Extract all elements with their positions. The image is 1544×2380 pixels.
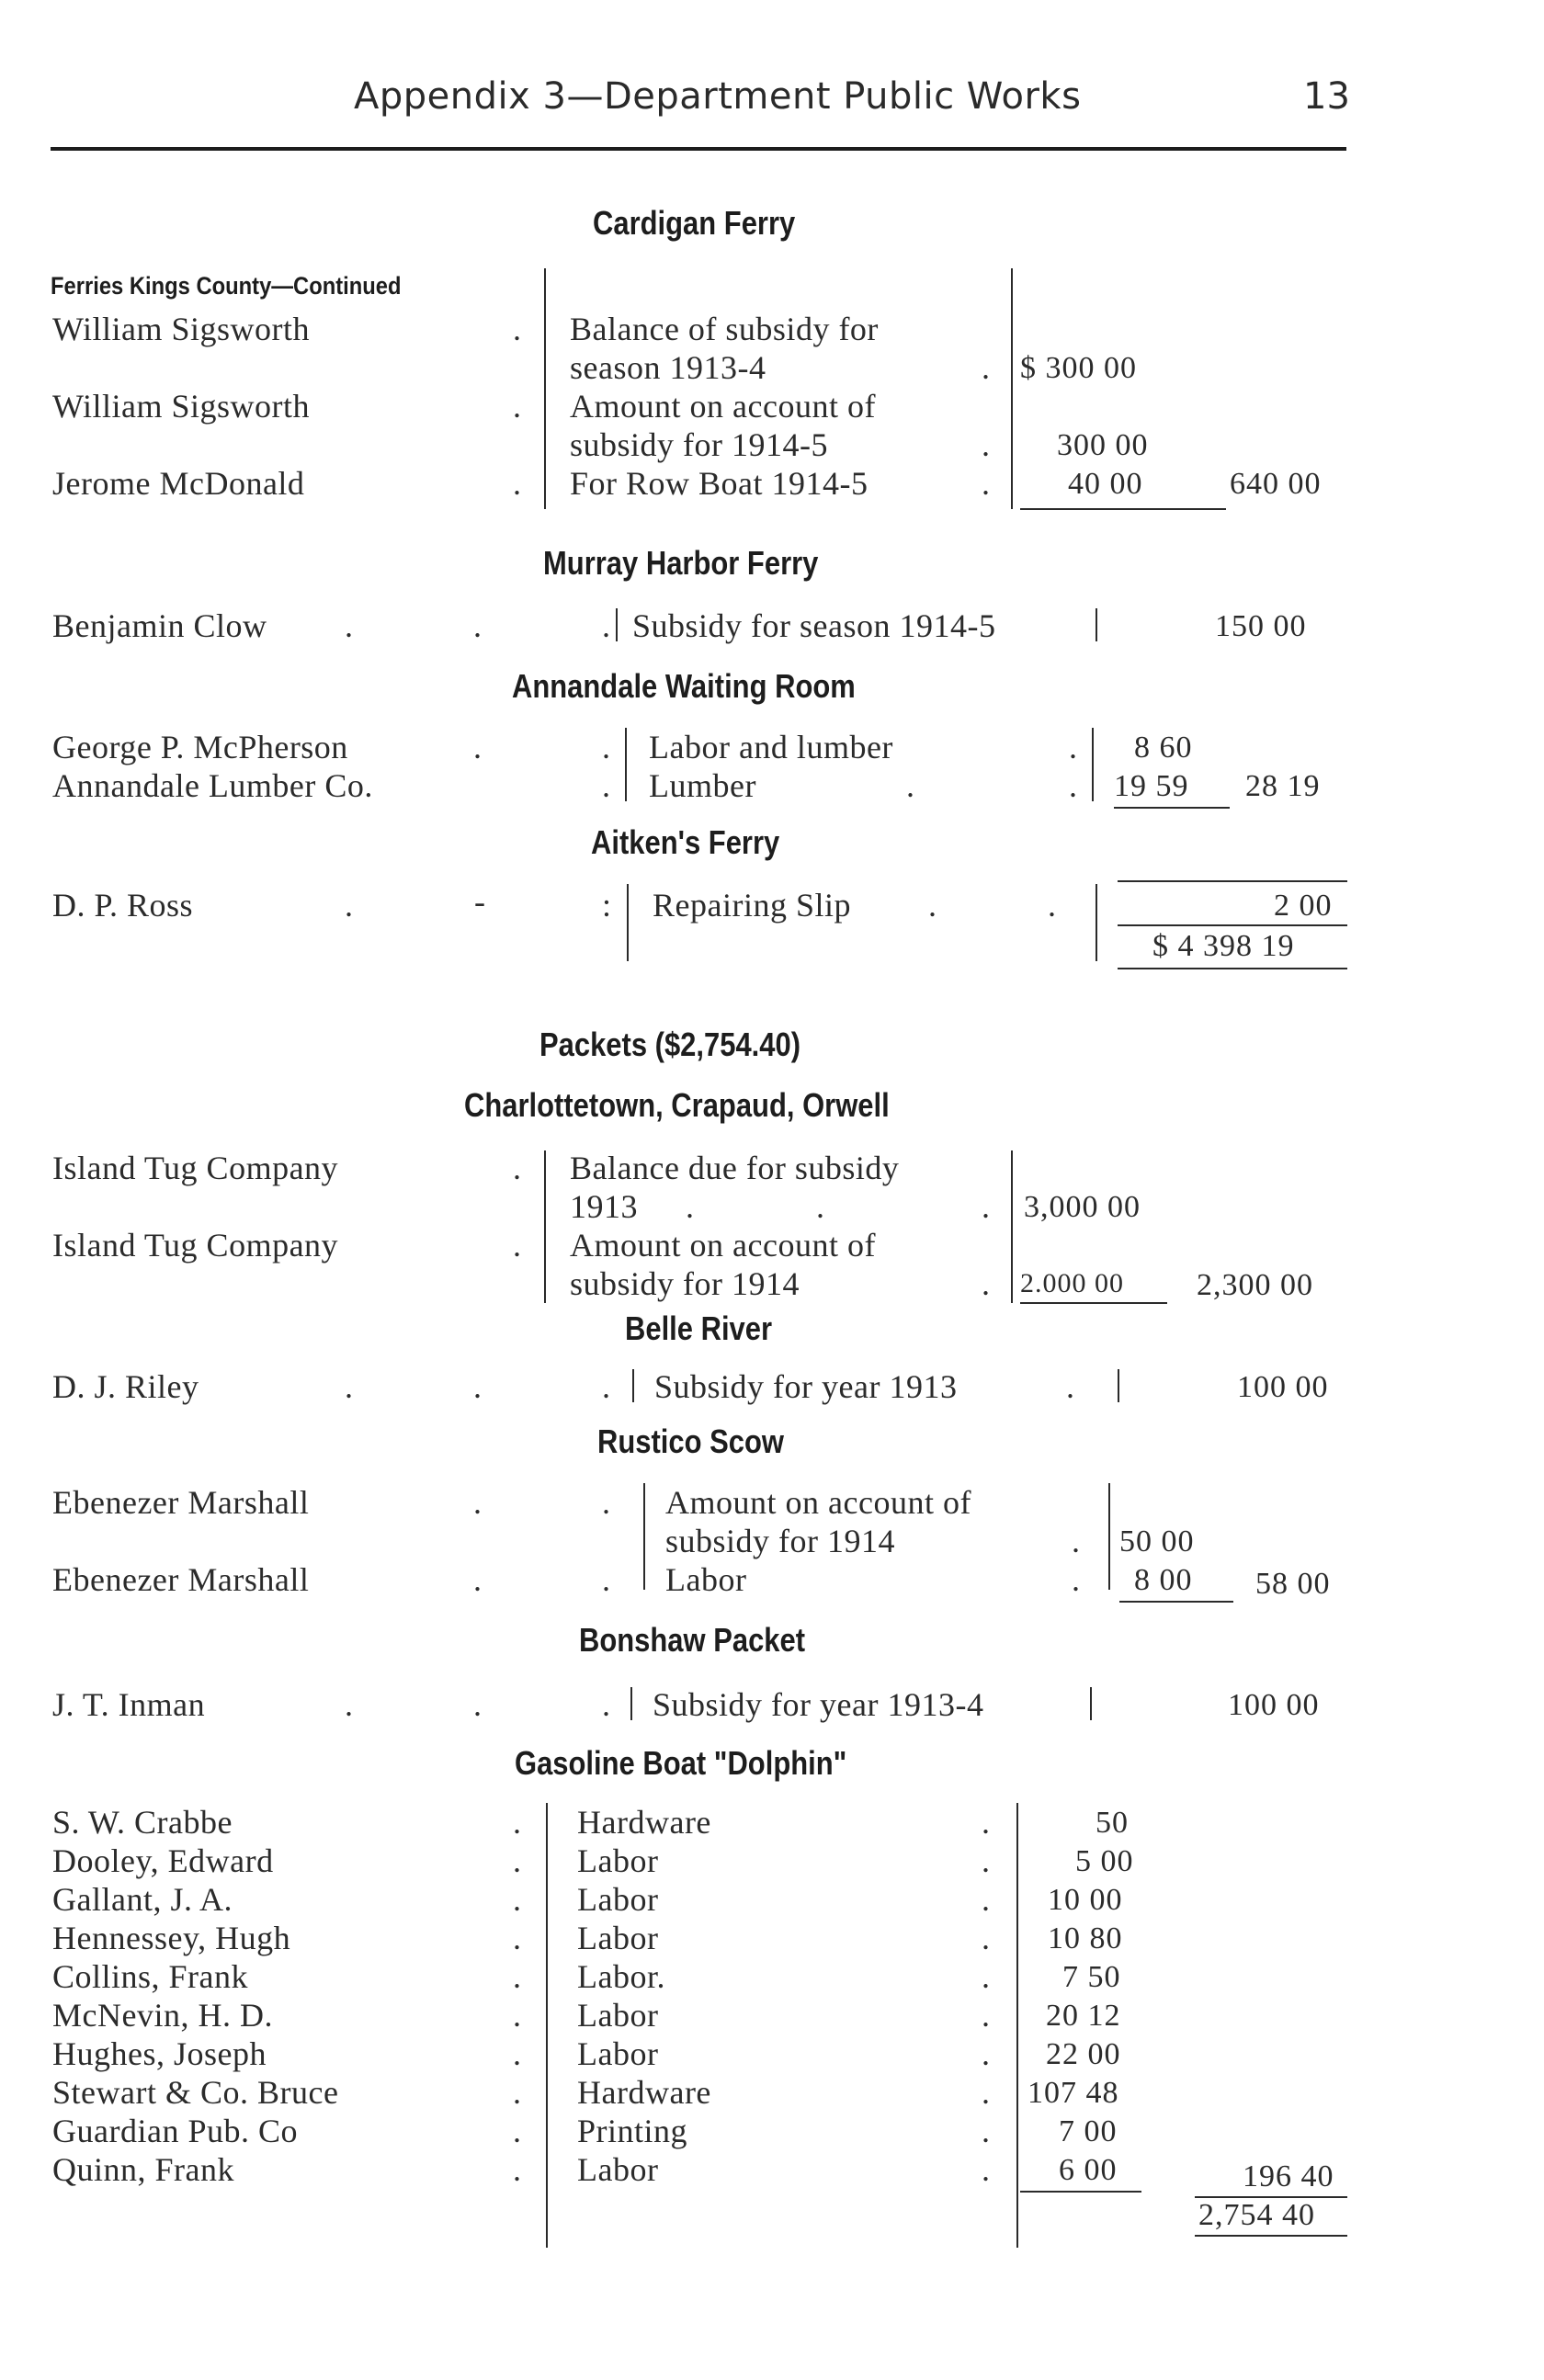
item-amount: 50 00 xyxy=(1119,1524,1195,1558)
column-rule xyxy=(627,884,629,961)
payee-name: Ebenezer Marshall xyxy=(52,1484,310,1521)
payee-name: D. P. Ross xyxy=(52,887,194,924)
item-amount: 8 60 xyxy=(1134,731,1193,765)
payee-name: Hennessey, Hugh xyxy=(52,1920,291,1956)
column-rule xyxy=(544,1150,546,1303)
item-description: Lumber xyxy=(649,767,756,804)
item-description: Labor xyxy=(577,1881,659,1918)
item-description: Balance of subsidy for xyxy=(570,311,879,347)
item-description: Labor xyxy=(665,1561,747,1598)
item-description: Labor xyxy=(577,2035,659,2072)
item-amount: 10 80 xyxy=(1048,1921,1123,1955)
item-description: subsidy for 1914-5 xyxy=(570,426,828,463)
column-rule xyxy=(643,1483,645,1590)
item-description: Labor xyxy=(577,1842,659,1879)
running-header xyxy=(0,75,1544,130)
item-description: 1913 xyxy=(570,1188,638,1225)
sum-rule xyxy=(1020,1302,1167,1304)
section-total: 640 00 xyxy=(1230,467,1322,501)
item-description: season 1913-4 xyxy=(570,349,766,386)
payee-name: Jerome McDonald xyxy=(52,465,305,502)
item-description: Hardware xyxy=(577,1804,711,1841)
section-heading-murray-harbor: Murray Harbor Ferry xyxy=(543,544,819,582)
section-heading-aitkens-ferry: Aitken's Ferry xyxy=(591,823,780,861)
sum-rule xyxy=(1020,508,1226,510)
item-description: Balance due for subsidy xyxy=(570,1150,900,1186)
column-rule xyxy=(544,268,546,509)
item-description: subsidy for 1914 xyxy=(570,1265,800,1302)
item-description: Amount on account of xyxy=(570,388,876,425)
section-total: 150 00 xyxy=(1215,609,1307,643)
payee-name: Hughes, Joseph xyxy=(52,2035,267,2072)
column-rule xyxy=(1011,1150,1013,1303)
section-heading-packets: Packets ($2,754.40) xyxy=(539,1026,801,1063)
item-amount: 6 00 xyxy=(1059,2153,1118,2187)
column-rule xyxy=(1090,1687,1092,1720)
column-rule xyxy=(630,1687,632,1720)
column-rule xyxy=(1016,1803,1018,2248)
section-heading-bonshaw-packet: Bonshaw Packet xyxy=(579,1621,806,1659)
item-description: Printing xyxy=(577,2113,688,2149)
item-amount: 10 00 xyxy=(1048,1883,1123,1917)
column-rule xyxy=(546,1803,548,2248)
section-heading-annandale: Annandale Waiting Room xyxy=(512,667,856,705)
ferries-grand-total: $ 4 398 19 xyxy=(1152,929,1295,963)
page-number: 13 xyxy=(1303,75,1350,118)
running-header-title: Appendix 3—Department Public Works xyxy=(354,75,1082,118)
payee-name: J. T. Inman xyxy=(52,1686,206,1723)
payee-name: Collins, Frank xyxy=(52,1958,249,1995)
item-description: Subsidy for season 1914-5 xyxy=(632,607,996,644)
sum-rule xyxy=(1114,807,1230,809)
column-rule xyxy=(1108,1483,1110,1590)
sum-rule xyxy=(1118,968,1347,969)
payee-name: Guardian Pub. Co xyxy=(52,2113,298,2149)
sum-rule xyxy=(1020,2191,1141,2193)
section-heading-gasoline-boat-dolphin: Gasoline Boat "Dolphin" xyxy=(515,1744,847,1782)
payee-name: Ebenezer Marshall xyxy=(52,1561,310,1598)
payee-name: S. W. Crabbe xyxy=(52,1804,233,1841)
item-amount: 3,000 00 xyxy=(1024,1190,1141,1224)
item-amount: 107 48 xyxy=(1027,2076,1119,2110)
item-amount: 8 00 xyxy=(1134,1563,1193,1597)
item-description: subsidy for 1914 xyxy=(665,1523,895,1559)
item-description: For Row Boat 1914-5 xyxy=(570,465,868,502)
sum-rule xyxy=(1119,1601,1233,1603)
item-description: Repairing Slip xyxy=(653,887,851,924)
column-rule xyxy=(1011,268,1013,509)
payee-name: Island Tug Company xyxy=(52,1227,339,1264)
column-rule xyxy=(616,608,618,641)
item-amount: 50 xyxy=(1096,1806,1129,1840)
section-total: 2,300 00 xyxy=(1197,1268,1313,1302)
payee-name: Annandale Lumber Co. xyxy=(52,767,373,804)
item-amount: 2.000 00 xyxy=(1020,1268,1124,1298)
item-description: Subsidy for year 1913-4 xyxy=(653,1686,984,1723)
section-heading-charlottetown: Charlottetown, Crapaud, Orwell xyxy=(464,1086,890,1124)
section-heading-cardigan: Cardigan Ferry xyxy=(593,204,796,242)
section-total: 100 00 xyxy=(1237,1370,1329,1404)
column-rule xyxy=(625,728,627,801)
payee-name: William Sigsworth xyxy=(52,311,311,347)
item-amount: 19 59 xyxy=(1114,769,1189,803)
payee-name: McNevin, H. D. xyxy=(52,1997,273,2034)
item-description: Labor xyxy=(577,1920,659,1956)
sum-rule xyxy=(1195,2235,1347,2237)
item-amount: 40 00 xyxy=(1068,467,1143,501)
subheading-ferries-kings-county: Ferries Kings County—Continued xyxy=(51,272,402,300)
payee-name: Gallant, J. A. xyxy=(52,1881,233,1918)
item-amount: 20 12 xyxy=(1046,1999,1121,2033)
item-amount: 7 50 xyxy=(1062,1960,1121,1994)
payee-name: Stewart & Co. Bruce xyxy=(52,2074,339,2111)
column-rule xyxy=(1096,608,1097,641)
section-heading-rustico-scow: Rustico Scow xyxy=(597,1422,785,1460)
payee-name: Dooley, Edward xyxy=(52,1842,274,1879)
item-amount: 7 00 xyxy=(1059,2114,1118,2148)
sum-rule xyxy=(1118,880,1347,882)
section-total: 28 19 xyxy=(1245,769,1321,803)
column-rule xyxy=(632,1369,634,1402)
item-description: Labor. xyxy=(577,1958,665,1995)
payee-name: William Sigsworth xyxy=(52,388,311,425)
column-rule xyxy=(1118,1369,1119,1402)
item-description: Amount on account of xyxy=(665,1484,971,1521)
section-total: 58 00 xyxy=(1255,1567,1331,1601)
item-description: Labor and lumber xyxy=(649,729,893,765)
item-description: Hardware xyxy=(577,2074,711,2111)
item-amount: 22 00 xyxy=(1046,2037,1121,2071)
payee-name: D. J. Riley xyxy=(52,1368,199,1405)
item-amount: 5 00 xyxy=(1075,1844,1134,1878)
item-description: Amount on account of xyxy=(570,1227,876,1264)
section-total: 2 00 xyxy=(1274,889,1333,923)
payee-name: Benjamin Clow xyxy=(52,607,267,644)
header-rule xyxy=(51,147,1346,151)
item-amount: 300 00 xyxy=(1057,428,1149,462)
item-amount: $ 300 00 xyxy=(1020,351,1137,385)
sum-rule xyxy=(1118,924,1347,926)
section-total: 100 00 xyxy=(1228,1688,1320,1722)
payee-name: Island Tug Company xyxy=(52,1150,339,1186)
section-total: 196 40 xyxy=(1243,2159,1334,2193)
section-heading-belle-river: Belle River xyxy=(625,1309,773,1347)
item-description: Labor xyxy=(577,2151,659,2188)
payee-name: George P. McPherson xyxy=(52,729,348,765)
payee-name: Quinn, Frank xyxy=(52,2151,234,2188)
item-description: Subsidy for year 1913 xyxy=(654,1368,958,1405)
item-description: Labor xyxy=(577,1997,659,2034)
column-rule xyxy=(1092,728,1094,801)
column-rule xyxy=(1096,884,1097,961)
packets-grand-total: 2,754 40 xyxy=(1198,2198,1315,2232)
